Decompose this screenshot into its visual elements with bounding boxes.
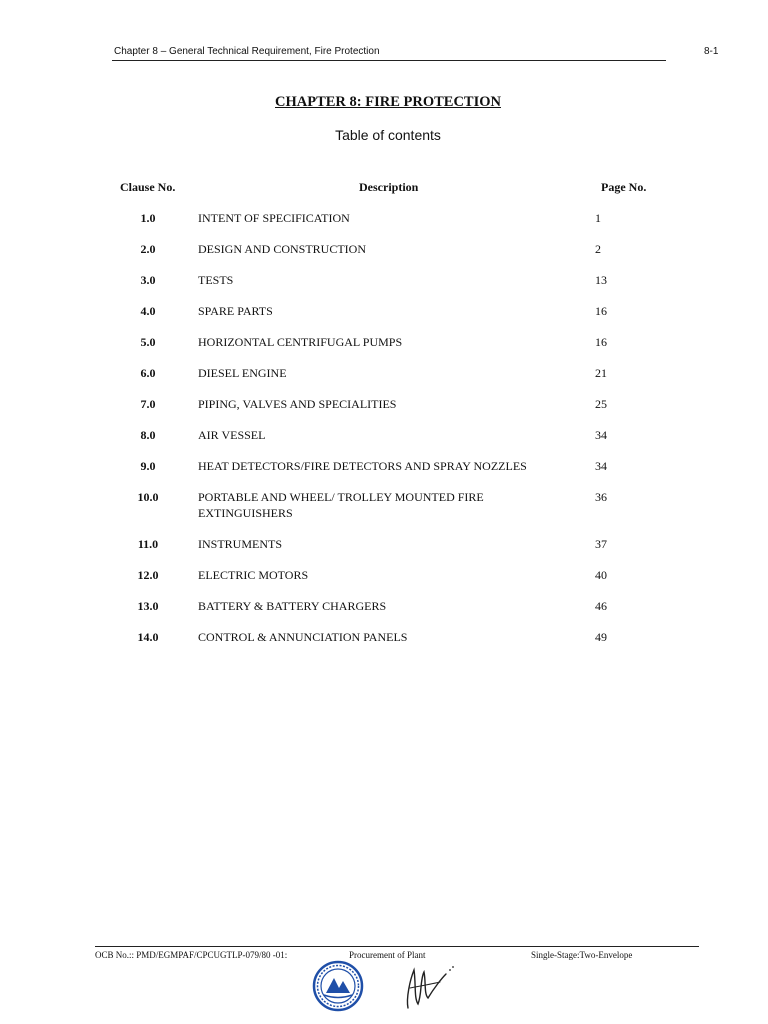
- clause-description: ELECTRIC MOTORS: [198, 568, 309, 582]
- clause-number: 1.0: [140, 211, 156, 225]
- toc-subtitle: Table of contents: [335, 127, 441, 143]
- clause-description: AIR VESSEL: [198, 428, 266, 442]
- clause-description: CONTROL & ANNUNCIATION PANELS: [198, 630, 408, 644]
- footer-procurement: Procurement of Plant: [349, 950, 426, 960]
- clause-page: 34: [595, 428, 607, 442]
- chapter-title: CHAPTER 8: FIRE PROTECTION: [275, 94, 501, 110]
- footer-stage: Single-Stage:Two-Envelope: [531, 950, 633, 960]
- clause-page: 25: [595, 397, 607, 411]
- clause-number: 5.0: [140, 335, 156, 349]
- clause-description: SPARE PARTS: [198, 304, 273, 318]
- clause-description: DESIGN AND CONSTRUCTION: [198, 242, 367, 256]
- clause-description: TESTS: [198, 273, 234, 287]
- clause-number: 11.0: [137, 537, 159, 551]
- clause-number: 8.0: [140, 428, 156, 442]
- column-header-description: Description: [359, 180, 419, 194]
- clause-page: 37: [595, 537, 607, 551]
- clause-number: 9.0: [140, 459, 156, 473]
- clause-number: 10.0: [137, 490, 159, 504]
- clause-number: 13.0: [137, 599, 159, 613]
- clause-page: 2: [595, 242, 601, 256]
- clause-description: HEAT DETECTORS/FIRE DETECTORS AND SPRAY NOZZLES: [198, 459, 527, 473]
- column-header-clause: Clause No.: [120, 180, 176, 194]
- clause-page: 36: [595, 490, 607, 504]
- official-seal-icon: [312, 960, 364, 1012]
- clause-number: 7.0: [140, 397, 156, 411]
- signature-icon: [400, 958, 460, 1014]
- clause-page: 49: [595, 630, 607, 644]
- clause-description: DIESEL ENGINE: [198, 366, 287, 380]
- clause-page: 16: [595, 335, 607, 349]
- clause-number: 6.0: [140, 366, 156, 380]
- footer-ocb-number: OCB No.:: PMD/EGMPAF/CPCUGTLP-079/80 -01:: [95, 950, 288, 960]
- clause-number: 3.0: [140, 273, 156, 287]
- clause-page: 40: [595, 568, 607, 582]
- clause-description: INSTRUMENTS: [198, 537, 283, 551]
- clause-page: 46: [595, 599, 607, 613]
- clause-page: 13: [595, 273, 607, 287]
- clause-description: INTENT OF SPECIFICATION: [198, 211, 350, 225]
- clause-number: 14.0: [137, 630, 159, 644]
- clause-number: 2.0: [140, 242, 156, 256]
- footer-rule: [95, 946, 699, 947]
- column-header-page: Page No.: [601, 180, 647, 194]
- clause-page: 16: [595, 304, 607, 318]
- page-header: [112, 46, 666, 61]
- page-number: 8-1: [704, 46, 719, 57]
- clause-page: 34: [595, 459, 607, 473]
- clause-description: PIPING, VALVES AND SPECIALITIES: [198, 397, 397, 411]
- clause-page: 1: [595, 211, 601, 225]
- clause-page: 21: [595, 366, 607, 380]
- clause-description: HORIZONTAL CENTRIFUGAL PUMPS: [198, 335, 403, 349]
- clause-description: PORTABLE AND WHEEL/ TROLLEY MOUNTED FIRE EXTINGUISHERS: [198, 490, 484, 520]
- clause-number: 4.0: [140, 304, 156, 318]
- clause-number: 12.0: [137, 568, 159, 582]
- clause-description: BATTERY & BATTERY CHARGERS: [198, 599, 387, 613]
- chapter-header-text: Chapter 8 – General Technical Requirement, Fire Protection: [114, 46, 380, 57]
